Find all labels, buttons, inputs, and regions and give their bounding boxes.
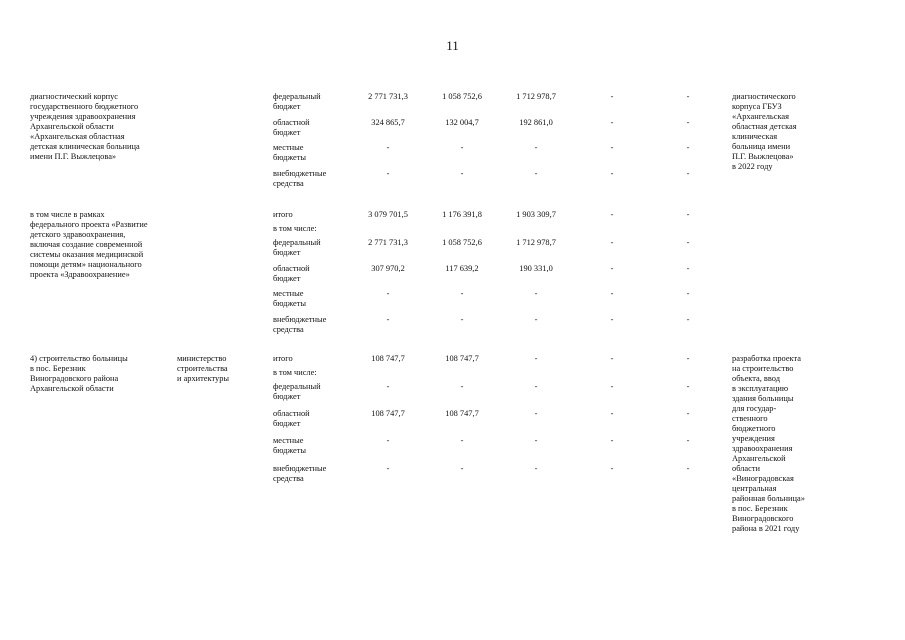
source-label: бюджет (273, 102, 301, 111)
description-line: государственного бюджетного (30, 102, 139, 111)
amount-cell: - (610, 354, 614, 363)
amount-cell: - (686, 169, 690, 178)
amount-cell: - (610, 118, 614, 127)
source-label: областной (273, 409, 310, 418)
amount-cell: - (610, 382, 614, 391)
amount-cell: 307 970,2 (371, 264, 405, 273)
amount-cell: - (460, 169, 464, 178)
source-label: в том числе: (273, 224, 317, 233)
result-line: в пос. Березник (732, 504, 788, 513)
amount-cell: 108 747,7 (371, 409, 405, 418)
amount-cell: 2 771 731,3 (368, 238, 408, 247)
amount-cell: 2 771 731,3 (368, 92, 408, 101)
source-label: средства (273, 474, 304, 483)
source-label: средства (273, 325, 304, 334)
description-line: включая создание современной (30, 240, 143, 249)
source-label: областной (273, 264, 310, 273)
amount-cell: - (610, 289, 614, 298)
page-number: 11 (446, 38, 459, 53)
amount-cell: 3 079 701,5 (368, 210, 408, 219)
description-line: учреждения здравоохранения (30, 112, 136, 121)
amount-cell: - (534, 143, 538, 152)
source-label: итого (273, 354, 293, 363)
amount-cell: - (610, 436, 614, 445)
amount-cell: - (460, 436, 464, 445)
amount-cell: - (534, 464, 538, 473)
amount-cell: - (686, 118, 690, 127)
result-line: разработка проекта (732, 354, 801, 363)
result-line: центральная (732, 484, 777, 493)
amount-cell: - (386, 436, 390, 445)
amount-cell: - (534, 409, 538, 418)
result-line: в эксплуатацию (732, 384, 789, 393)
result-line: Архангельской (732, 454, 786, 463)
amount-cell: - (386, 143, 390, 152)
result-line: «Виноградовская (732, 474, 794, 483)
amount-cell: - (686, 210, 690, 219)
amount-cell: - (460, 382, 464, 391)
executor-line: и архитектуры (177, 374, 230, 383)
amount-cell: - (534, 315, 538, 324)
description-line: детская клиническая больница (30, 142, 140, 151)
source-label: бюджет (273, 392, 301, 401)
amount-cell: - (534, 436, 538, 445)
amount-cell: - (386, 464, 390, 473)
amount-cell: 108 747,7 (445, 354, 479, 363)
source-label: областной (273, 118, 310, 127)
description-line: Архангельской области (30, 384, 114, 393)
amount-cell: - (686, 354, 690, 363)
amount-cell: 1 903 309,7 (516, 210, 556, 219)
amount-cell: 192 861,0 (519, 118, 553, 127)
result-line: области (732, 464, 760, 473)
amount-cell: 132 004,7 (445, 118, 479, 127)
description-line: в том числе в рамках (30, 210, 105, 219)
source-label: внебюджетные (273, 169, 327, 178)
description-line: федерального проекта «Развитие (30, 220, 148, 229)
description-line: детского здравоохранения, (30, 230, 126, 239)
source-label: бюджет (273, 248, 301, 257)
amount-cell: - (686, 464, 690, 473)
result-line: корпуса ГБУЗ (732, 102, 782, 111)
amount-cell: - (610, 143, 614, 152)
amount-cell: - (610, 315, 614, 324)
amount-cell: - (686, 436, 690, 445)
amount-cell: - (686, 315, 690, 324)
description-line: проекта «Здравоохранение» (30, 270, 130, 279)
description-line: Виноградовского района (30, 374, 119, 383)
amount-cell: - (686, 382, 690, 391)
amount-cell: - (534, 354, 538, 363)
source-label: внебюджетные (273, 464, 327, 473)
result-line: диагностического (732, 92, 796, 101)
source-label: бюджеты (273, 153, 307, 162)
result-line: для государ- (732, 404, 777, 413)
result-line: Виноградовского (732, 514, 794, 523)
amount-cell: - (386, 289, 390, 298)
result-line: клиническая (732, 132, 778, 141)
amount-cell: - (386, 169, 390, 178)
source-label: федеральный (273, 238, 321, 247)
description-line: помощи детям» национального (30, 260, 142, 269)
result-line: больница имени (732, 142, 791, 151)
source-label: федеральный (273, 382, 321, 391)
amount-cell: - (610, 409, 614, 418)
source-label: итого (273, 210, 293, 219)
amount-cell: 1 712 978,7 (516, 92, 556, 101)
amount-cell: - (460, 143, 464, 152)
result-line: «Архангельская (732, 112, 789, 121)
result-line: П.Г. Выжлецова» (732, 152, 794, 161)
amount-cell: - (610, 210, 614, 219)
amount-cell: - (386, 382, 390, 391)
amount-cell: 117 639,2 (445, 264, 479, 273)
source-label: местные (273, 436, 304, 445)
result-line: учреждения (732, 434, 775, 443)
amount-cell: - (686, 143, 690, 152)
amount-cell: - (610, 92, 614, 101)
result-line: здравоохранения (732, 444, 793, 453)
description-line: имени П.Г. Выжлецова» (30, 152, 117, 161)
amount-cell: 108 747,7 (445, 409, 479, 418)
result-line: на строительство (732, 364, 794, 373)
amount-cell: 108 747,7 (371, 354, 405, 363)
amount-cell: - (534, 169, 538, 178)
amount-cell: - (610, 264, 614, 273)
result-line: бюджетного (732, 424, 776, 433)
result-line: района в 2021 году (732, 524, 800, 533)
description-line: системы оказания медицинской (30, 250, 144, 259)
result-line: здания больницы (732, 394, 794, 403)
result-line: областная детская (732, 122, 797, 131)
source-label: средства (273, 179, 304, 188)
source-label: местные (273, 143, 304, 152)
amount-cell: - (610, 464, 614, 473)
source-label: бюджет (273, 128, 301, 137)
source-label: внебюджетные (273, 315, 327, 324)
amount-cell: - (686, 409, 690, 418)
result-line: в 2022 году (732, 162, 773, 171)
amount-cell: 1 058 752,6 (442, 238, 482, 247)
description-line: 4) строительство больницы (30, 354, 128, 363)
amount-cell: - (686, 264, 690, 273)
executor-line: строительства (177, 364, 228, 373)
result-line: районная больница» (732, 494, 805, 503)
amount-cell: 324 865,7 (371, 118, 405, 127)
amount-cell: 1 176 391,8 (442, 210, 482, 219)
amount-cell: - (610, 238, 614, 247)
amount-cell: 1 712 978,7 (516, 238, 556, 247)
amount-cell: - (534, 382, 538, 391)
amount-cell: - (460, 315, 464, 324)
source-label: бюджеты (273, 446, 307, 455)
description-line: Архангельской области (30, 122, 114, 131)
amount-cell: - (460, 464, 464, 473)
source-label: местные (273, 289, 304, 298)
amount-cell: - (460, 289, 464, 298)
source-label: бюджет (273, 419, 301, 428)
amount-cell: - (686, 92, 690, 101)
result-line: объекта, ввод (732, 374, 780, 383)
source-label: в том числе: (273, 368, 317, 377)
description-line: «Архангельская областная (30, 132, 125, 141)
source-label: бюджет (273, 274, 301, 283)
amount-cell: 1 058 752,6 (442, 92, 482, 101)
result-line: ственного (732, 414, 768, 423)
amount-cell: 190 331,0 (519, 264, 553, 273)
amount-cell: - (686, 289, 690, 298)
source-label: федеральный (273, 92, 321, 101)
amount-cell: - (386, 315, 390, 324)
source-label: бюджеты (273, 299, 307, 308)
amount-cell: - (686, 238, 690, 247)
amount-cell: - (610, 169, 614, 178)
amount-cell: - (534, 289, 538, 298)
description-line: диагностический корпус (30, 92, 119, 101)
description-line: в пос. Березник (30, 364, 86, 373)
executor-line: министерство (177, 354, 227, 363)
